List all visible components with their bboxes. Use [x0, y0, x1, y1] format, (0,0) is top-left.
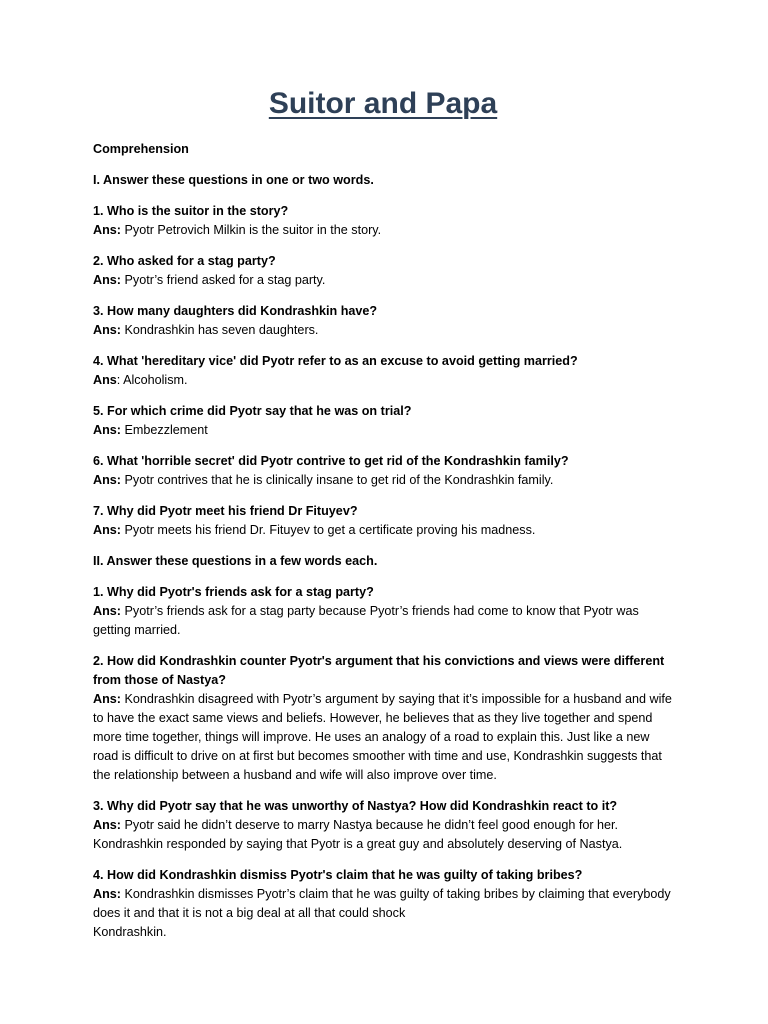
- document-page: [93, 84, 673, 954]
- answer-label: Ans:: [93, 692, 121, 706]
- question: 5. For which crime did Pyotr say that he was on trial?: [93, 404, 412, 418]
- qa-item: [93, 402, 673, 440]
- answer-label: Ans:: [93, 223, 121, 237]
- page-title: Suitor and Papa: [268, 87, 498, 120]
- answer-label: Ans:: [93, 423, 121, 437]
- answer-text: Kondrashkin has seven daughters.: [121, 323, 319, 337]
- question: 6. What 'horrible secret' did Pyotr contrive to get rid of the Kondrashkin family?: [93, 454, 569, 468]
- answer-text: Pyotr meets his friend Dr. Fituyev to get a certificate proving his madness.: [121, 523, 536, 537]
- question: 1. Who is the suitor in the story?: [93, 204, 289, 218]
- question: 3. Why did Pyotr say that he was unworthy of Nastya? How did Kondrashkin react to it?: [93, 799, 618, 813]
- question: 7. Why did Pyotr meet his friend Dr Fituyev?: [93, 504, 358, 518]
- answer-label: Ans:: [93, 604, 121, 618]
- answer-text: Pyotr’s friend asked for a stag party.: [121, 273, 326, 287]
- question: 2. How did Kondrashkin counter Pyotr's argument that his convictions and views were different from those of Nastya?: [93, 654, 665, 687]
- section-2-heading: II. Answer these questions in a few words each.: [93, 554, 378, 568]
- qa-item: [93, 202, 673, 240]
- question: 4. How did Kondrashkin dismiss Pyotr's claim that he was guilty of taking bribes?: [93, 868, 583, 882]
- answer-text: Pyotr said he didn’t deserve to marry Nastya because he didn’t feel good enough for her. Kondrashkin responded by saying that Pyotr is a great guy and absolutely deserving of Nastya.: [93, 818, 623, 851]
- answer: [93, 421, 673, 440]
- answer-text: Pyotr’s friends ask for a stag party because Pyotr’s friends had come to know that Pyotr was getting married.: [93, 604, 639, 637]
- answer: [93, 816, 673, 854]
- answer-text: Pyotr contrives that he is clinically insane to get rid of the Kondrashkin family.: [121, 473, 554, 487]
- question: 1. Why did Pyotr's friends ask for a stag party?: [93, 585, 374, 599]
- answer-label: Ans: [93, 373, 117, 387]
- answer-text: : Alcoholism.: [116, 373, 188, 387]
- section-1-heading: I. Answer these questions in one or two words.: [93, 173, 374, 187]
- qa-item: [93, 583, 673, 640]
- answer-label: Ans:: [93, 887, 121, 901]
- answer-label: Ans:: [93, 818, 121, 832]
- qa-item: [93, 797, 673, 854]
- answer: [93, 602, 673, 640]
- answer: [93, 885, 673, 942]
- qa-item: [93, 866, 673, 942]
- answer-label: Ans:: [93, 273, 121, 287]
- question: 3. How many daughters did Kondrashkin have?: [93, 304, 378, 318]
- qa-item: [93, 252, 673, 290]
- answer-label: Ans:: [93, 323, 121, 337]
- answer: [93, 371, 673, 390]
- answer: [93, 271, 673, 290]
- answer-text: Pyotr Petrovich Milkin is the suitor in the story.: [121, 223, 382, 237]
- answer-text: Kondrashkin disagreed with Pyotr’s argument by saying that it’s impossible for a husband and wife to have the exact same views and beliefs. However, he believes that as they live together and spend more time together, things will improve. He uses an analogy of a road to explain this. Just like a new road is difficult to drive on at first but becomes smoother with time and use, Kondrashkin suggests that the relationship between a husband and wife will also improve over time.: [93, 692, 672, 782]
- qa-item: [93, 652, 673, 785]
- answer: [93, 521, 673, 540]
- question: 4. What 'hereditary vice' did Pyotr refer to as an excuse to avoid getting married?: [93, 354, 578, 368]
- qa-item: [93, 302, 673, 340]
- answer: [93, 321, 673, 340]
- qa-item: [93, 452, 673, 490]
- answer: [93, 221, 673, 240]
- answer-text: Embezzlement: [121, 423, 208, 437]
- section-label: Comprehension: [93, 142, 189, 156]
- qa-item: [93, 352, 673, 390]
- answer: [93, 471, 673, 490]
- answer-text-continuation: Kondrashkin.: [93, 925, 167, 939]
- answer-label: Ans:: [93, 473, 121, 487]
- answer: [93, 690, 673, 785]
- answer-label: Ans:: [93, 523, 121, 537]
- question: 2. Who asked for a stag party?: [93, 254, 276, 268]
- qa-item: [93, 502, 673, 540]
- answer-text: Kondrashkin dismisses Pyotr’s claim that he was guilty of taking bribes by claiming that everybody does it and that it is not a big deal at all that could shock: [93, 887, 671, 920]
